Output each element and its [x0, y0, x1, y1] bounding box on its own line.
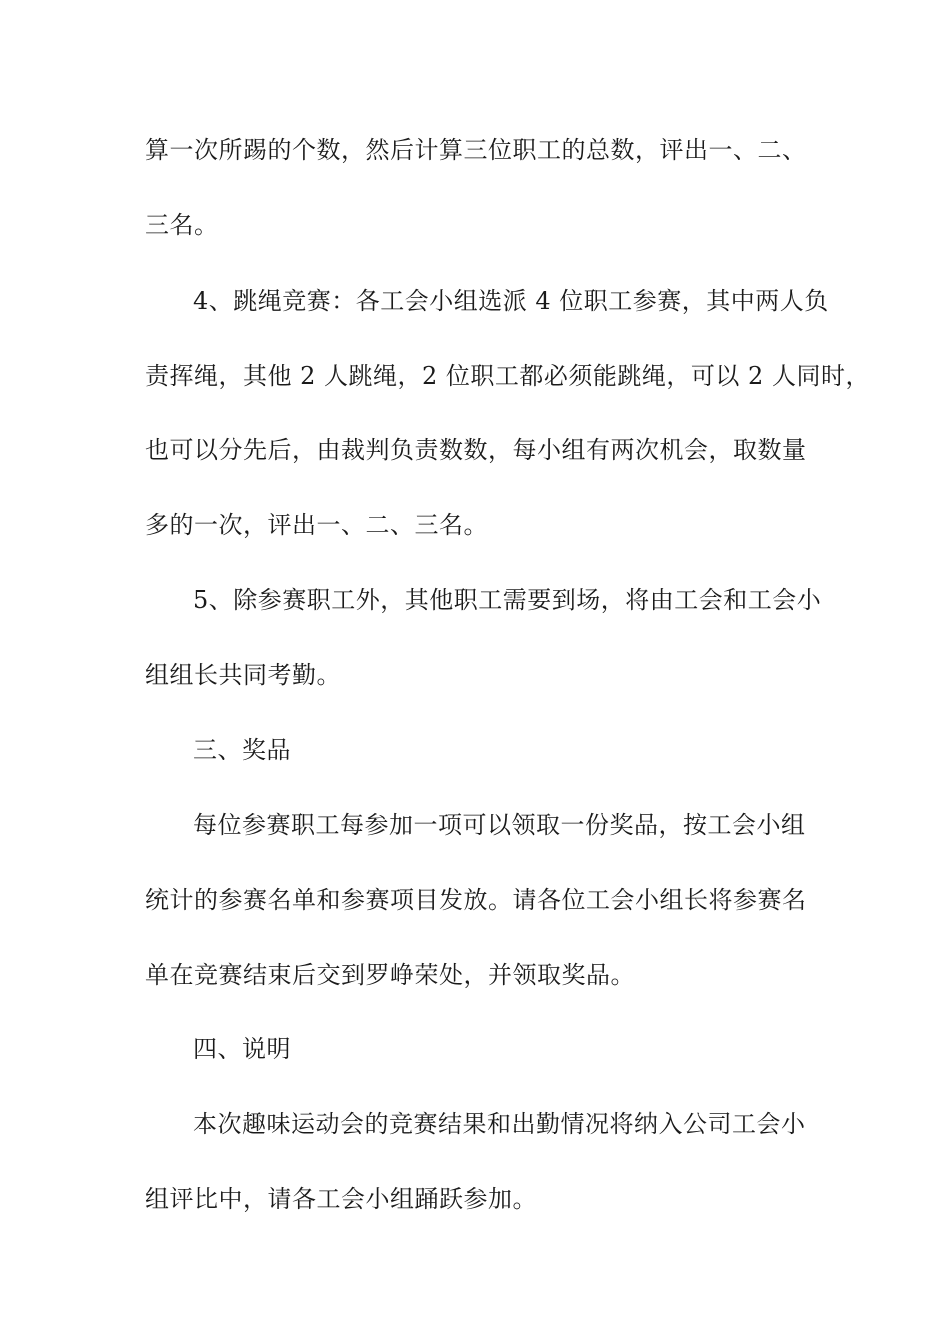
paragraph-start-line: 4、跳绳竞赛：各工会小组选派 4 位职工参赛，其中两人负 [193, 287, 829, 315]
text-line: 算一次所踢的个数，然后计算三位职工的总数，评出一、二、 [145, 136, 807, 164]
text-line: 也可以分先后，由裁判负责数数，每小组有两次机会，取数量 [145, 436, 807, 464]
paragraph-start-line: 本次趣味运动会的竞赛结果和出勤情况将纳入公司工会小 [193, 1110, 806, 1138]
section-heading-notes: 四、说明 [193, 1035, 291, 1063]
text-line: 组评比中，请各工会小组踊跃参加。 [145, 1185, 537, 1213]
text-line: 三名。 [145, 211, 219, 239]
text-line: 责挥绳，其他 2 人跳绳，2 位职工都必须能跳绳，可以 2 人同时， [145, 362, 870, 390]
text-line: 组组长共同考勤。 [145, 661, 341, 689]
text-line: 统计的参赛名单和参赛项目发放。请各位工会小组长将参赛名 [145, 886, 807, 914]
text-line: 单在竞赛结束后交到罗峥荣处，并领取奖品。 [145, 961, 635, 989]
text-line: 多的一次，评出一、二、三名。 [145, 511, 488, 539]
section-heading-prizes: 三、奖品 [193, 736, 291, 764]
paragraph-start-line: 每位参赛职工每参加一项可以领取一份奖品，按工会小组 [193, 811, 806, 839]
paragraph-start-line: 5、除参赛职工外，其他职工需要到场，将由工会和工会小 [193, 586, 822, 614]
